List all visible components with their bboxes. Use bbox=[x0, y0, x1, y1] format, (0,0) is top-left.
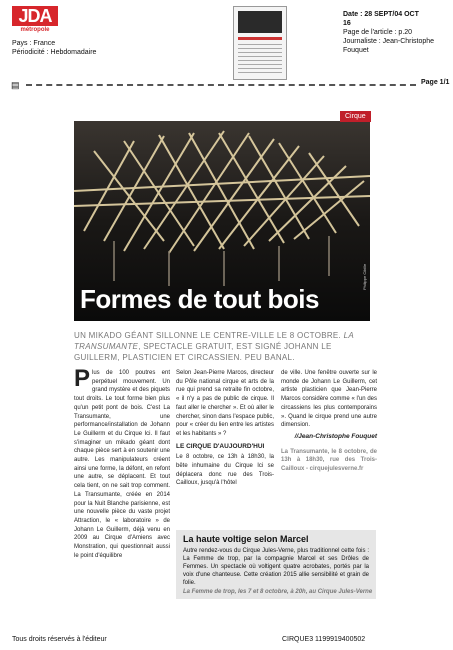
periodicity: Périodicité : Hebdomadaire bbox=[12, 49, 97, 56]
box-title: La haute voltige selon Marcel bbox=[183, 534, 309, 544]
column-1-text: lus de 100 poutres ent perpétuel mouvement. Un grand mystère et des piquets tout droits. Le tout forme bien plus qu'un petit pont de bois. C'est La Transumante, une performance/installation de Johann Le Guillerm et du Cirque Ici. Il faut s'imaginer un mikado géant dont chaque pièce sert à en soutenir une autre. Les manipulateurs créent ainsi une forme, la défont, en refont une autre, se déplacent. Et tout cela tient, on ne sait trop comment. La Transumante, créée en 2014 pour la Nuit Blanche parisienne, est une nouvelle pièce du vaste projet Attraction, le « laboratoire » de Johann Le Guillerm, déjà venu en 2009 au Cirque d'Amiens avec Monstration, qui questionnait aussi le point d'équilibre bbox=[74, 370, 170, 559]
article-author: //Jean-Christophe Fouquet bbox=[294, 432, 377, 440]
page-count: Page 1/1 bbox=[421, 79, 450, 86]
box-body: Autre rendez-vous du Cirque Jules-Verne, plus traditionnel cette fois : La Femme de trop, par la compagnie Marcel et ses Drôles de Femmes. Un spectacle où voltigent quatre acrobates, portés par la voix d'une chanteuse. Cette création 2015 allie sensibilité et grain de folie. bbox=[183, 548, 369, 586]
logo-text: JDA bbox=[12, 6, 58, 26]
page-thumbnail bbox=[233, 6, 287, 80]
column-2-subhead: LE CIRQUE D'AUJOURD'HUI bbox=[176, 442, 265, 450]
publication-logo bbox=[12, 6, 58, 34]
footer-reference: CIRQUE3 1199919400502 bbox=[282, 636, 366, 643]
category-label: Cirque bbox=[340, 111, 371, 122]
column-2-text-2: Le 8 octobre, ce 13h à 18h30, la bête inhumaine du Cirque Ici se déplacera donc rue des Trois-Cailloux, jusqu'à l'hôtel bbox=[176, 454, 274, 487]
article-lead bbox=[74, 330, 374, 363]
article-page: Page de l'article : p.20 bbox=[343, 29, 413, 36]
date: Date : 28 SEPT/04 OCT bbox=[343, 11, 419, 18]
event-info: La Transumante, le 8 octobre, de 13h à 18h30, rue des Trois-Cailloux - cirquejulesverne.fr bbox=[281, 448, 377, 473]
box-event-info: La Femme de trop, les 7 et 8 octobre, à 20h, au Cirque Jules-Verne bbox=[183, 589, 373, 595]
date-year: 16 bbox=[343, 20, 351, 27]
header-meta-left bbox=[12, 39, 96, 57]
article-title: Formes de tout bois bbox=[80, 284, 319, 314]
header-divider bbox=[26, 84, 416, 86]
column-2-text: Selon Jean-Pierre Marcos, directeur du Pôle national cirque et arts de la rue qui prend sa retraite fin octobre, « il n'y a pas de public de cirque. Il faut aller le chercher ». Et où aller le chercher, sinon dans l'espace public, pour « créer du lien entre les artistes et les habitants » ? bbox=[176, 370, 274, 437]
sidebar-box bbox=[176, 530, 376, 599]
document-icon: ▤ bbox=[11, 80, 20, 90]
journalist: Journaliste : Jean-Christophe Fouquet bbox=[343, 38, 435, 54]
lead-part-3: , SPECTACLE GRATUIT, EST SIGNÉ JOHANN LE GUILLERM, PLASTICIEN ET CIRCASSIEN. PEU BANAL. bbox=[74, 342, 332, 362]
country: Pays : France bbox=[12, 40, 56, 47]
drop-cap: P bbox=[74, 365, 91, 392]
column-3-text: de ville. Une fenêtre ouverte sur le monde de Johann Le Guillerm, cet artiste plasticien que Jean-Pierre Marcos considère comme « l'un des circassiens les plus contemporains ». Quand le cirque prend une autre dimension. bbox=[281, 370, 377, 429]
article-column-1 bbox=[74, 365, 170, 560]
lead-part-2: LA TRANSUMANTE bbox=[74, 331, 354, 351]
article-column-2 bbox=[176, 369, 274, 488]
logo-subtitle: métropole bbox=[20, 27, 50, 33]
photo-credit: Philippe Cibille bbox=[362, 263, 367, 290]
footer-rights: Tous droits réservés à l'éditeur bbox=[12, 636, 107, 643]
header-meta-right bbox=[343, 10, 448, 55]
lead-part-1: UN MIKADO GÉANT SILLONNE LE CENTRE-VILLE LE 8 OCTOBRE. bbox=[74, 331, 342, 340]
article-column-3 bbox=[281, 369, 377, 474]
